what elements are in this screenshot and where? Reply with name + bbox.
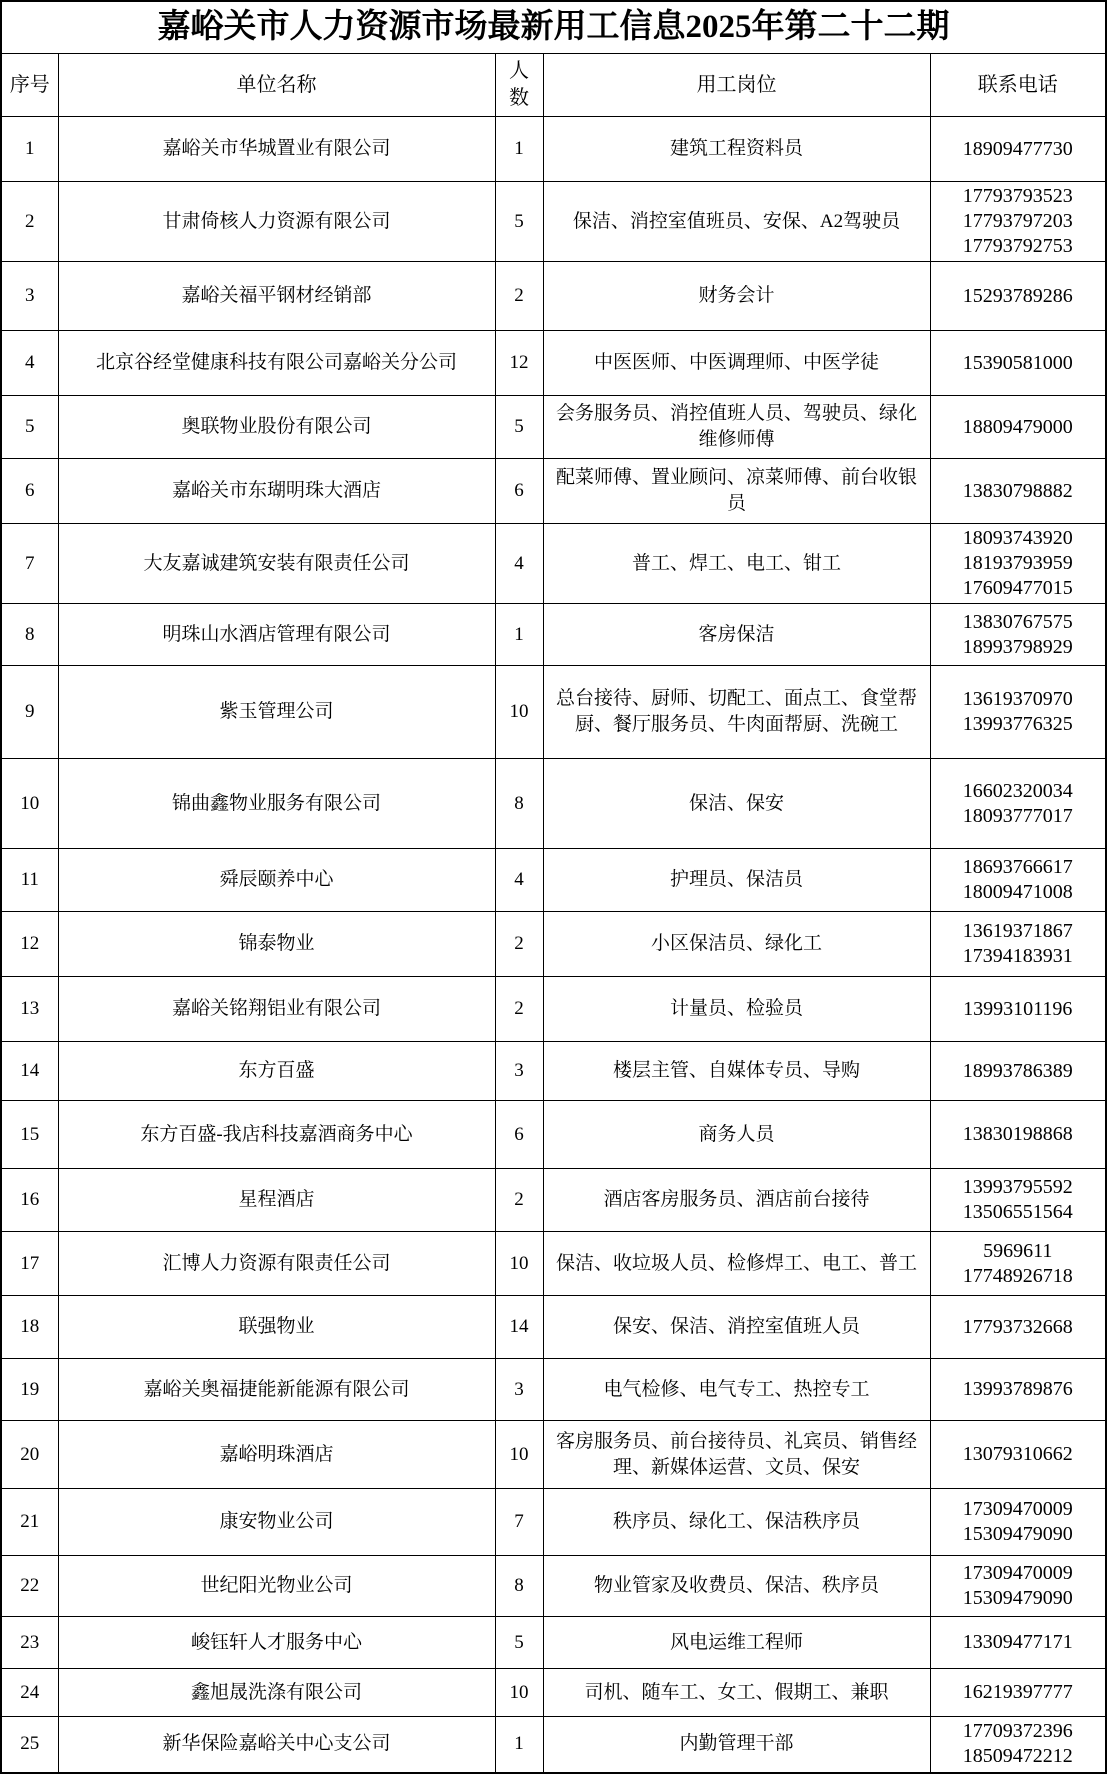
phone-cell xyxy=(930,262,1106,331)
table-row xyxy=(1,524,1106,604)
serial-number-cell: 25 xyxy=(1,1717,58,1773)
positions-cell: 保安、保洁、消控室值班人员 xyxy=(543,1296,930,1359)
phone-number: 13506551564 xyxy=(962,1201,1073,1223)
phone-number: 17709372396 xyxy=(962,1720,1073,1743)
phone-number: 18193793959 xyxy=(962,552,1073,574)
table-row xyxy=(1,331,1106,396)
company-name-cell: 嘉峪关奥福捷能新能源有限公司 xyxy=(58,1359,495,1421)
phone-cell xyxy=(930,666,1106,759)
phone-number: 15309479090 xyxy=(962,1587,1073,1609)
phone-number: 18693766617 xyxy=(962,856,1073,878)
headcount-cell: 5 xyxy=(495,1617,543,1669)
serial-number-cell: 4 xyxy=(1,331,58,396)
headcount-cell: 2 xyxy=(495,977,543,1042)
company-name-cell: 锦曲鑫物业服务有限公司 xyxy=(58,759,495,849)
table-row xyxy=(1,912,1106,977)
phone-cell xyxy=(930,459,1106,524)
table-row xyxy=(1,1669,1106,1717)
serial-number-cell: 3 xyxy=(1,262,58,331)
company-name-cell: 鑫旭晟洗涤有限公司 xyxy=(58,1669,495,1717)
table-row xyxy=(1,1359,1106,1421)
positions-cell: 楼层主管、自媒体专员、导购 xyxy=(543,1042,930,1101)
serial-number-cell: 19 xyxy=(1,1359,58,1421)
title-row xyxy=(1,1,1106,54)
serial-number-cell: 12 xyxy=(1,912,58,977)
positions-cell: 内勤管理干部 xyxy=(543,1717,930,1773)
phone-number: 17793732668 xyxy=(962,1315,1073,1338)
company-name-cell: 北京谷经堂健康科技有限公司嘉峪关分公司 xyxy=(58,331,495,396)
phone-number: 17748926718 xyxy=(962,1264,1073,1287)
serial-number-cell: 11 xyxy=(1,849,58,912)
phone-number: 18809479000 xyxy=(962,415,1073,438)
phone-cell xyxy=(930,1232,1106,1296)
phone-cell xyxy=(930,604,1106,666)
company-name-cell: 新华保险嘉峪关中心支公司 xyxy=(58,1717,495,1773)
phone-cell xyxy=(930,1042,1106,1101)
company-name-cell: 舜辰颐养中心 xyxy=(58,849,495,912)
table-row xyxy=(1,1101,1106,1169)
headcount-cell: 6 xyxy=(495,459,543,524)
headcount-cell: 2 xyxy=(495,262,543,331)
phone-cell xyxy=(930,524,1106,604)
phone-number: 17793793523 xyxy=(962,185,1073,207)
serial-number-cell: 23 xyxy=(1,1617,58,1669)
company-name-cell: 甘肃倚核人力资源有限公司 xyxy=(58,182,495,262)
headcount-cell: 10 xyxy=(495,666,543,759)
serial-number-cell: 5 xyxy=(1,396,58,459)
headcount-cell: 10 xyxy=(495,1421,543,1489)
table-row xyxy=(1,666,1106,759)
phone-cell xyxy=(930,117,1106,182)
serial-number-cell: 13 xyxy=(1,977,58,1042)
phone-cell xyxy=(930,912,1106,977)
positions-cell: 司机、随车工、女工、假期工、兼职 xyxy=(543,1669,930,1717)
company-name-cell: 紫玉管理公司 xyxy=(58,666,495,759)
phone-cell xyxy=(930,396,1106,459)
table-row xyxy=(1,604,1106,666)
positions-cell: 酒店客房服务员、酒店前台接待 xyxy=(543,1169,930,1232)
headcount-cell: 7 xyxy=(495,1489,543,1556)
table-row xyxy=(1,1717,1106,1773)
table-row xyxy=(1,1421,1106,1489)
phone-cell xyxy=(930,1617,1106,1669)
positions-cell: 建筑工程资料员 xyxy=(543,117,930,182)
phone-number: 18509472212 xyxy=(962,1745,1073,1768)
table-row xyxy=(1,396,1106,459)
header-serial-number: 序号 xyxy=(1,54,58,117)
table-row xyxy=(1,182,1106,262)
phone-number: 17793797203 xyxy=(962,210,1073,232)
headcount-cell: 10 xyxy=(495,1232,543,1296)
headcount-cell: 5 xyxy=(495,182,543,262)
table-header-row xyxy=(1,54,1106,117)
company-name-cell: 东方百盛-我店科技嘉酒商务中心 xyxy=(58,1101,495,1169)
header-company-name: 单位名称 xyxy=(58,54,495,117)
serial-number-cell: 16 xyxy=(1,1169,58,1232)
headcount-cell: 3 xyxy=(495,1042,543,1101)
phone-cell xyxy=(930,1169,1106,1232)
phone-number: 13830767575 xyxy=(962,610,1073,633)
phone-number: 13830198868 xyxy=(962,1123,1073,1145)
phone-number: 13993101196 xyxy=(963,997,1073,1020)
phone-number: 17793792753 xyxy=(962,235,1073,257)
company-name-cell: 星程酒店 xyxy=(58,1169,495,1232)
headcount-cell: 2 xyxy=(495,912,543,977)
serial-number-cell: 22 xyxy=(1,1556,58,1617)
headcount-cell: 4 xyxy=(495,849,543,912)
table-row xyxy=(1,1042,1106,1101)
company-name-cell: 康安物业公司 xyxy=(58,1489,495,1556)
phone-number: 18093743920 xyxy=(962,527,1073,549)
headcount-cell: 1 xyxy=(495,604,543,666)
positions-cell: 小区保洁员、绿化工 xyxy=(543,912,930,977)
positions-cell: 财务会计 xyxy=(543,262,930,331)
table-body xyxy=(1,117,1106,1773)
headcount-cell: 3 xyxy=(495,1359,543,1421)
phone-number: 13830798882 xyxy=(962,479,1073,502)
serial-number-cell: 15 xyxy=(1,1101,58,1169)
phone-number: 16219397777 xyxy=(962,1681,1073,1703)
headcount-cell: 8 xyxy=(495,759,543,849)
phone-number: 16602320034 xyxy=(962,779,1073,802)
phone-number: 15390581000 xyxy=(962,351,1073,374)
serial-number-cell: 10 xyxy=(1,759,58,849)
positions-cell: 中医医师、中医调理师、中医学徒 xyxy=(543,331,930,396)
positions-cell: 商务人员 xyxy=(543,1101,930,1169)
serial-number-cell: 20 xyxy=(1,1421,58,1489)
company-name-cell: 嘉峪明珠酒店 xyxy=(58,1421,495,1489)
phone-number: 13619370970 xyxy=(962,688,1073,710)
serial-number-cell: 8 xyxy=(1,604,58,666)
positions-cell: 保洁、消控室值班员、安保、A2驾驶员 xyxy=(543,182,930,262)
phone-number: 15293789286 xyxy=(962,284,1073,307)
phone-number: 15309479090 xyxy=(962,1523,1073,1545)
phone-cell xyxy=(930,759,1106,849)
headcount-cell: 1 xyxy=(495,1717,543,1773)
positions-cell: 保洁、收垃圾人员、检修焊工、电工、普工 xyxy=(543,1232,930,1296)
phone-number: 13079310662 xyxy=(962,1443,1073,1465)
table-row xyxy=(1,1556,1106,1617)
phone-number: 13993776325 xyxy=(962,713,1073,735)
company-name-cell: 大友嘉诚建筑安装有限责任公司 xyxy=(58,524,495,604)
company-name-cell: 嘉峪关铭翔铝业有限公司 xyxy=(58,977,495,1042)
phone-number: 17309470009 xyxy=(962,1498,1073,1520)
positions-cell: 会务服务员、消控值班人员、驾驶员、绿化维修师傅 xyxy=(543,396,930,459)
positions-cell: 计量员、检验员 xyxy=(543,977,930,1042)
page-title: 嘉峪关市人力资源市场最新用工信息2025年第二十二期 xyxy=(1,1,1106,54)
headcount-cell: 1 xyxy=(495,117,543,182)
table-row xyxy=(1,459,1106,524)
serial-number-cell: 14 xyxy=(1,1042,58,1101)
phone-cell xyxy=(930,1296,1106,1359)
table-row xyxy=(1,1617,1106,1669)
serial-number-cell: 9 xyxy=(1,666,58,759)
company-name-cell: 明珠山水酒店管理有限公司 xyxy=(58,604,495,666)
table-row xyxy=(1,1489,1106,1556)
serial-number-cell: 6 xyxy=(1,459,58,524)
positions-cell: 护理员、保洁员 xyxy=(543,849,930,912)
positions-cell: 配菜师傅、置业顾问、凉菜师傅、前台收银员 xyxy=(543,459,930,524)
phone-cell xyxy=(930,1669,1106,1717)
table-row xyxy=(1,1169,1106,1232)
header-job-positions: 用工岗位 xyxy=(543,54,930,117)
phone-cell xyxy=(930,1421,1106,1489)
table-row xyxy=(1,759,1106,849)
company-name-cell: 奥联物业股份有限公司 xyxy=(58,396,495,459)
phone-number: 5969611 xyxy=(983,1239,1053,1262)
serial-number-cell: 7 xyxy=(1,524,58,604)
table-row xyxy=(1,977,1106,1042)
positions-cell: 客房服务员、前台接待员、礼宾员、销售经理、新媒体运营、文员、保安 xyxy=(543,1421,930,1489)
phone-cell xyxy=(930,849,1106,912)
phone-number: 18993786389 xyxy=(962,1059,1073,1082)
phone-cell xyxy=(930,1556,1106,1617)
phone-number: 17394183931 xyxy=(962,945,1073,967)
table-row xyxy=(1,262,1106,331)
phone-cell xyxy=(930,977,1106,1042)
phone-cell xyxy=(930,1717,1106,1773)
phone-number: 13993795592 xyxy=(962,1176,1073,1198)
company-name-cell: 嘉峪关市东瑚明珠大酒店 xyxy=(58,459,495,524)
phone-cell xyxy=(930,1359,1106,1421)
table-row xyxy=(1,1296,1106,1359)
company-name-cell: 锦泰物业 xyxy=(58,912,495,977)
header-headcount: 人数 xyxy=(495,54,543,117)
headcount-cell: 12 xyxy=(495,331,543,396)
company-name-cell: 嘉峪关市华城置业有限公司 xyxy=(58,117,495,182)
headcount-cell: 8 xyxy=(495,1556,543,1617)
positions-cell: 风电运维工程师 xyxy=(543,1617,930,1669)
serial-number-cell: 21 xyxy=(1,1489,58,1556)
phone-number: 18093777017 xyxy=(962,804,1073,827)
company-name-cell: 汇博人力资源有限责任公司 xyxy=(58,1232,495,1296)
serial-number-cell: 24 xyxy=(1,1669,58,1717)
headcount-cell: 14 xyxy=(495,1296,543,1359)
headcount-cell: 6 xyxy=(495,1101,543,1169)
company-name-cell: 联强物业 xyxy=(58,1296,495,1359)
serial-number-cell: 17 xyxy=(1,1232,58,1296)
phone-cell xyxy=(930,182,1106,262)
phone-number: 17309470009 xyxy=(962,1562,1073,1584)
phone-cell xyxy=(930,331,1106,396)
positions-cell: 秩序员、绿化工、保洁秩序员 xyxy=(543,1489,930,1556)
positions-cell: 电气检修、电气专工、热控专工 xyxy=(543,1359,930,1421)
phone-number: 18993798929 xyxy=(962,635,1073,658)
company-name-cell: 东方百盛 xyxy=(58,1042,495,1101)
serial-number-cell: 1 xyxy=(1,117,58,182)
headcount-cell: 10 xyxy=(495,1669,543,1717)
company-name-cell: 峻钰轩人才服务中心 xyxy=(58,1617,495,1669)
phone-cell xyxy=(930,1489,1106,1556)
phone-cell xyxy=(930,1101,1106,1169)
phone-number: 18909477730 xyxy=(962,137,1073,160)
positions-cell: 总台接待、厨师、切配工、面点工、食堂帮厨、餐厅服务员、牛肉面帮厨、洗碗工 xyxy=(543,666,930,759)
headcount-cell: 4 xyxy=(495,524,543,604)
positions-cell: 普工、焊工、电工、钳工 xyxy=(543,524,930,604)
headcount-cell: 2 xyxy=(495,1169,543,1232)
phone-number: 13619371867 xyxy=(962,920,1073,942)
serial-number-cell: 18 xyxy=(1,1296,58,1359)
phone-number: 13309477171 xyxy=(962,1631,1073,1653)
phone-number: 13993789876 xyxy=(962,1378,1073,1400)
table-row xyxy=(1,117,1106,182)
serial-number-cell: 2 xyxy=(1,182,58,262)
headcount-cell: 5 xyxy=(495,396,543,459)
header-contact-phone: 联系电话 xyxy=(930,54,1106,117)
company-name-cell: 世纪阳光物业公司 xyxy=(58,1556,495,1617)
positions-cell: 客房保洁 xyxy=(543,604,930,666)
table-row xyxy=(1,849,1106,912)
positions-cell: 物业管家及收费员、保洁、秩序员 xyxy=(543,1556,930,1617)
company-name-cell: 嘉峪关福平钢材经销部 xyxy=(58,262,495,331)
phone-number: 18009471008 xyxy=(962,881,1073,903)
positions-cell: 保洁、保安 xyxy=(543,759,930,849)
table-row xyxy=(1,1232,1106,1296)
phone-number: 17609477015 xyxy=(962,577,1073,599)
